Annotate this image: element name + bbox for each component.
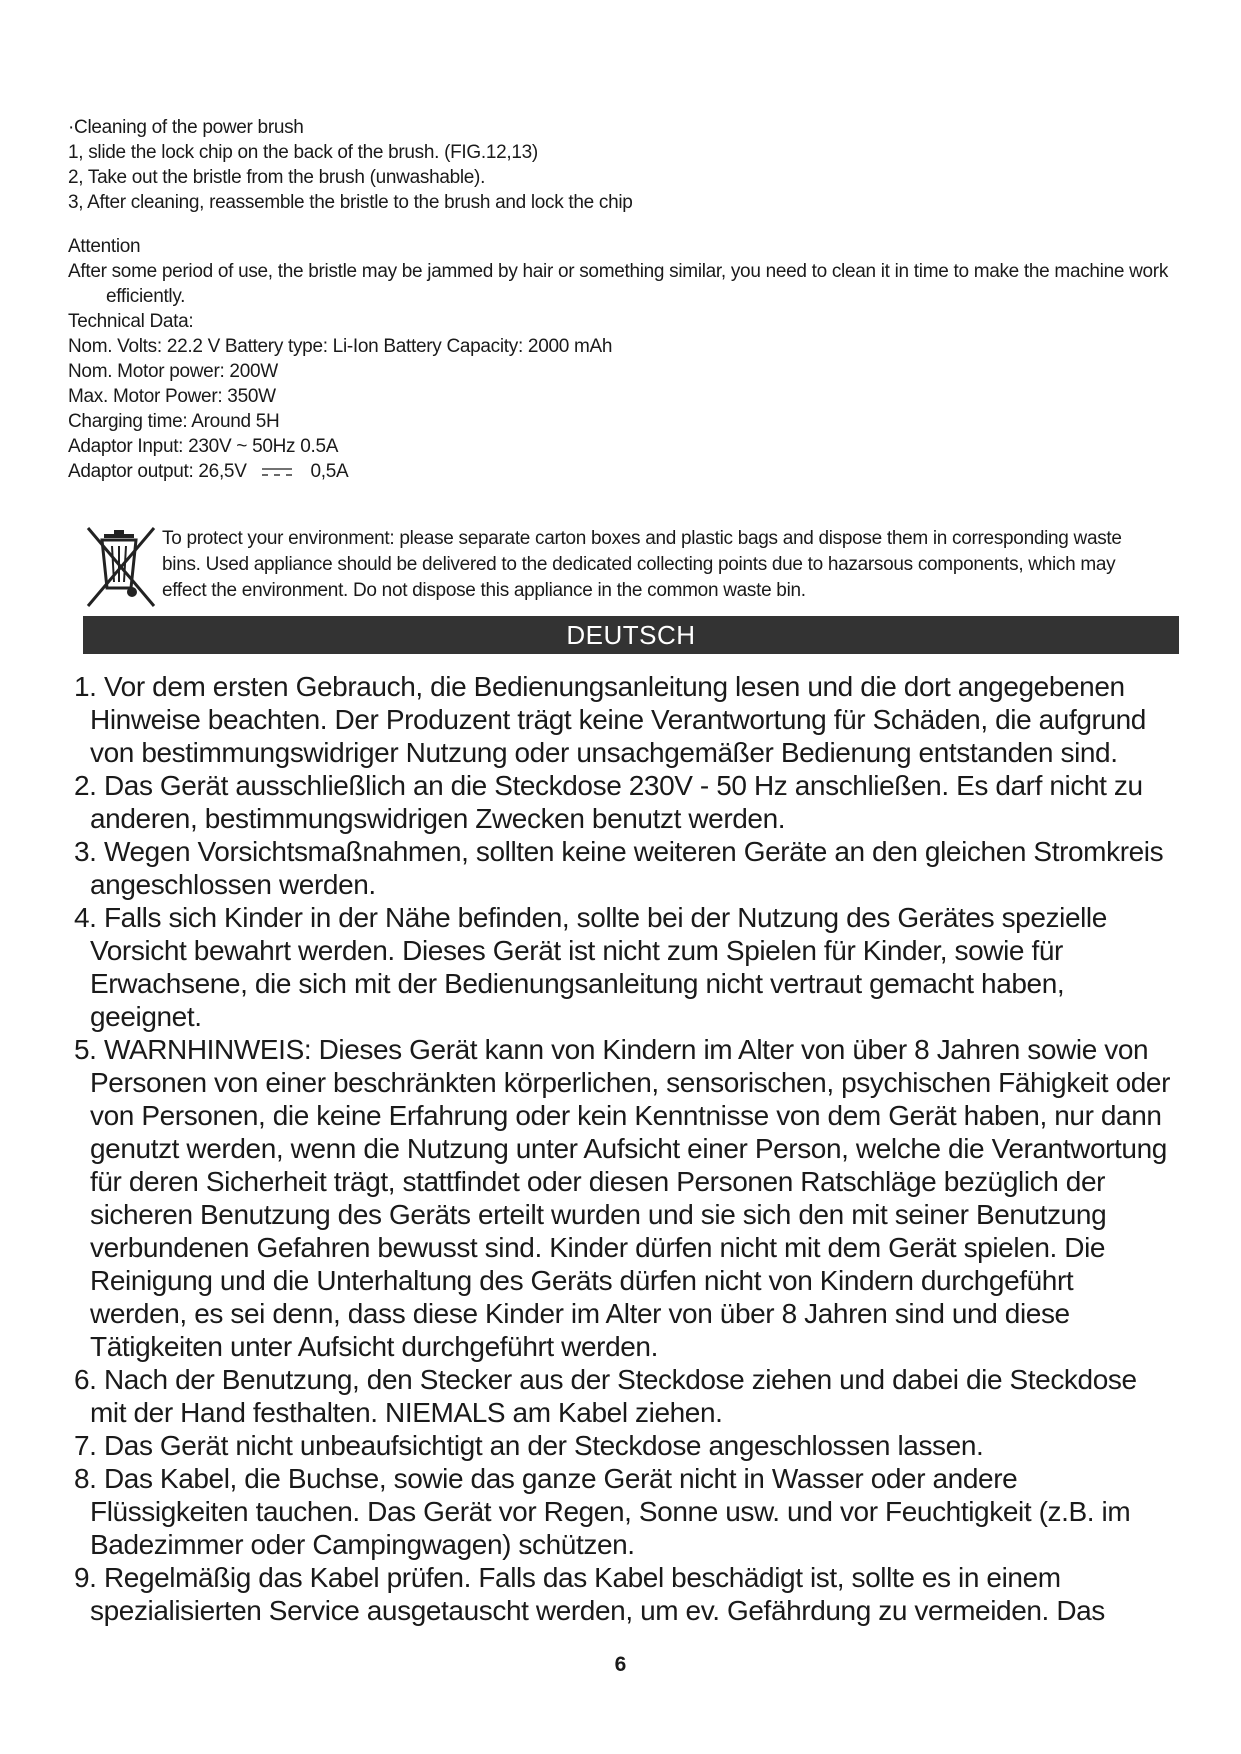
list-line-text: genutzt werden, wenn die Nutzung unter Aufsicht einer Person, welche die Verantwortung	[90, 1133, 1167, 1164]
list-line-text: Vor dem ersten Gebrauch, die Bedienungsanleitung lesen und die dort angegebenen	[103, 671, 1125, 702]
technical-line: Charging time: Around 5H	[68, 411, 280, 432]
list-line-text: Hinweise beachten. Der Produzent trägt keine Verantwortung für Schäden, die aufgrund	[90, 704, 1146, 735]
list-line-text: Vorsicht bewahrt werden. Dieses Gerät ist nicht zum Spielen für Kinder, sowie für	[90, 935, 1063, 966]
list-line-text: sicheren Benutzung des Geräts erteilt wurden und sie sich den mit seiner Benutzung	[90, 1199, 1107, 1230]
cleaning-step: 2, Take out the bristle from the brush (unwashable).	[68, 167, 486, 188]
cleaning-title: ·Cleaning of the power brush	[68, 117, 304, 138]
list-line-text: angeschlossen werden.	[90, 869, 376, 900]
german-list-item	[74, 1429, 1184, 1462]
list-line-text: Personen von einer beschränkten körperlichen, sensorischen, psychischen Fähigkeit oder	[90, 1067, 1171, 1098]
page-number: 6	[614, 1653, 627, 1676]
environment-line: bins. Used appliance should be delivered to the dedicated collecting points due to hazarsous components, which may	[162, 554, 1116, 575]
attention-text: After some period of use, the bristle may be jammed by hair or something similar, you need to clean it in time to make the machine work	[68, 261, 1169, 282]
technical-line: Nom. Volts: 22.2 V Battery type: Li-Ion Battery Capacity: 2000 mAh	[68, 336, 613, 357]
list-line-text: spezialisierten Service ausgetauscht werden, um ev. Gefährdung zu vermeiden. Das	[90, 1595, 1105, 1626]
list-line-text: Regelmäßig das Kabel prüfen. Falls das Kabel beschädigt ist, sollte es in einem	[103, 1562, 1061, 1593]
list-line-text: mit der Hand festhalten. NIEMALS am Kabel ziehen.	[90, 1397, 723, 1428]
section-banner-deutsch: DEUTSCH	[83, 616, 1179, 654]
attention-text-continued: efficiently.	[106, 286, 186, 307]
adaptor-output-label: Adaptor output: 26,5V	[68, 461, 247, 482]
list-line-text: Flüssigkeiten tauchen. Das Gerät vor Regen, Sonne usw. und vor Feuchtigkeit (z.B. im	[90, 1496, 1131, 1527]
german-list-item	[74, 1033, 1184, 1363]
technical-line: Max. Motor Power: 350W	[68, 386, 276, 407]
list-line-text: Falls sich Kinder in der Nähe befinden, sollte bei der Nutzung des Gerätes spezielle	[103, 902, 1107, 933]
list-line-text: geeignet.	[90, 1001, 202, 1032]
adaptor-output-current: 0,5A	[310, 461, 349, 482]
list-number: 5.	[74, 1034, 97, 1065]
german-list-item	[74, 670, 1184, 769]
list-number: 8.	[74, 1463, 97, 1494]
list-number: 4.	[74, 902, 97, 933]
list-line-text: Tätigkeiten unter Aufsicht durchgeführt werden.	[90, 1331, 658, 1362]
german-list-item	[74, 901, 1184, 1033]
environment-notice	[84, 524, 1179, 608]
technical-line: Adaptor Input: 230V ~ 50Hz 0.5A	[68, 436, 339, 457]
adaptor-output-line	[68, 459, 1178, 484]
list-line-text: Badezimmer oder Campingwagen) schützen.	[90, 1529, 635, 1560]
technical-title: Technical Data:	[68, 311, 194, 332]
list-number: 6.	[74, 1364, 97, 1395]
list-line-text: Reinigung und die Unterhaltung des Geräts dürfen nicht von Kindern durchgeführt	[90, 1265, 1074, 1296]
german-list-item	[74, 835, 1184, 901]
crossed-out-wheelie-bin-icon	[84, 524, 158, 610]
list-number: 9.	[74, 1562, 97, 1593]
list-line-text: Wegen Vorsichtsmaßnahmen, sollten keine weiteren Geräte an den gleichen Stromkreis	[103, 836, 1164, 867]
german-list-item	[74, 1561, 1184, 1627]
list-line-text: Nach der Benutzung, den Stecker aus der Steckdose ziehen und dabei die Steckdose	[103, 1364, 1137, 1395]
list-line-text: verbundenen Gefahren bewusst sind. Kinder dürfen nicht mit dem Gerät spielen. Die	[90, 1232, 1106, 1263]
list-line-text: Das Gerät ausschließlich an die Steckdose 230V - 50 Hz anschließen. Es darf nicht zu	[103, 770, 1143, 801]
cleaning-step: 1, slide the lock chip on the back of the brush. (FIG.12,13)	[68, 142, 538, 163]
list-line-text: Das Kabel, die Buchse, sowie das ganze Gerät nicht in Wasser oder andere	[103, 1463, 1018, 1494]
environment-text	[162, 526, 1172, 604]
cleaning-step: 3, After cleaning, reassemble the bristle to the brush and lock the chip	[68, 192, 633, 213]
environment-line: To protect your environment: please separate carton boxes and plastic bags and dispose them in corresponding waste	[162, 528, 1122, 549]
list-line-text: WARNHINWEIS: Dieses Gerät kann von Kindern im Alter von über 8 Jahren sowie von	[103, 1034, 1149, 1065]
list-number: 7.	[74, 1430, 97, 1461]
list-line-text: von Personen, die keine Erfahrung oder kein Kenntnisse von dem Gerät haben, nur dann	[90, 1100, 1162, 1131]
list-line-text: für deren Sicherheit trägt, stattfindet oder diesen Personen Ratschläge bezüglich der	[90, 1166, 1106, 1197]
technical-line: Nom. Motor power: 200W	[68, 361, 278, 382]
list-line-text: anderen, bestimmungswidrigen Zwecken benutzt werden.	[90, 803, 786, 834]
list-number: 2.	[74, 770, 97, 801]
german-list-item	[74, 769, 1184, 835]
environment-line: effect the environment. Do not dispose this appliance in the common waste bin.	[162, 580, 806, 601]
german-list-item	[74, 1462, 1184, 1561]
list-number: 3.	[74, 836, 97, 867]
list-line-text: Erwachsene, die sich mit der Bedienungsanleitung nicht vertraut gemacht haben,	[90, 968, 1065, 999]
list-line-text: von bestimmungswidriger Nutzung oder unsachgemäßer Bedienung entstanden sind.	[90, 737, 1118, 768]
list-line-text: werden, es sei denn, dass diese Kinder im Alter von über 8 Jahren sind und diese	[90, 1298, 1070, 1329]
english-section	[68, 115, 1178, 484]
german-list-item	[74, 1363, 1184, 1429]
attention-title: Attention	[68, 236, 141, 257]
german-safety-list	[74, 670, 1184, 1627]
list-number: 1.	[74, 671, 97, 702]
list-line-text: Das Gerät nicht unbeaufsichtigt an der Steckdose angeschlossen lassen.	[103, 1430, 984, 1461]
dc-symbol-icon	[260, 466, 294, 478]
